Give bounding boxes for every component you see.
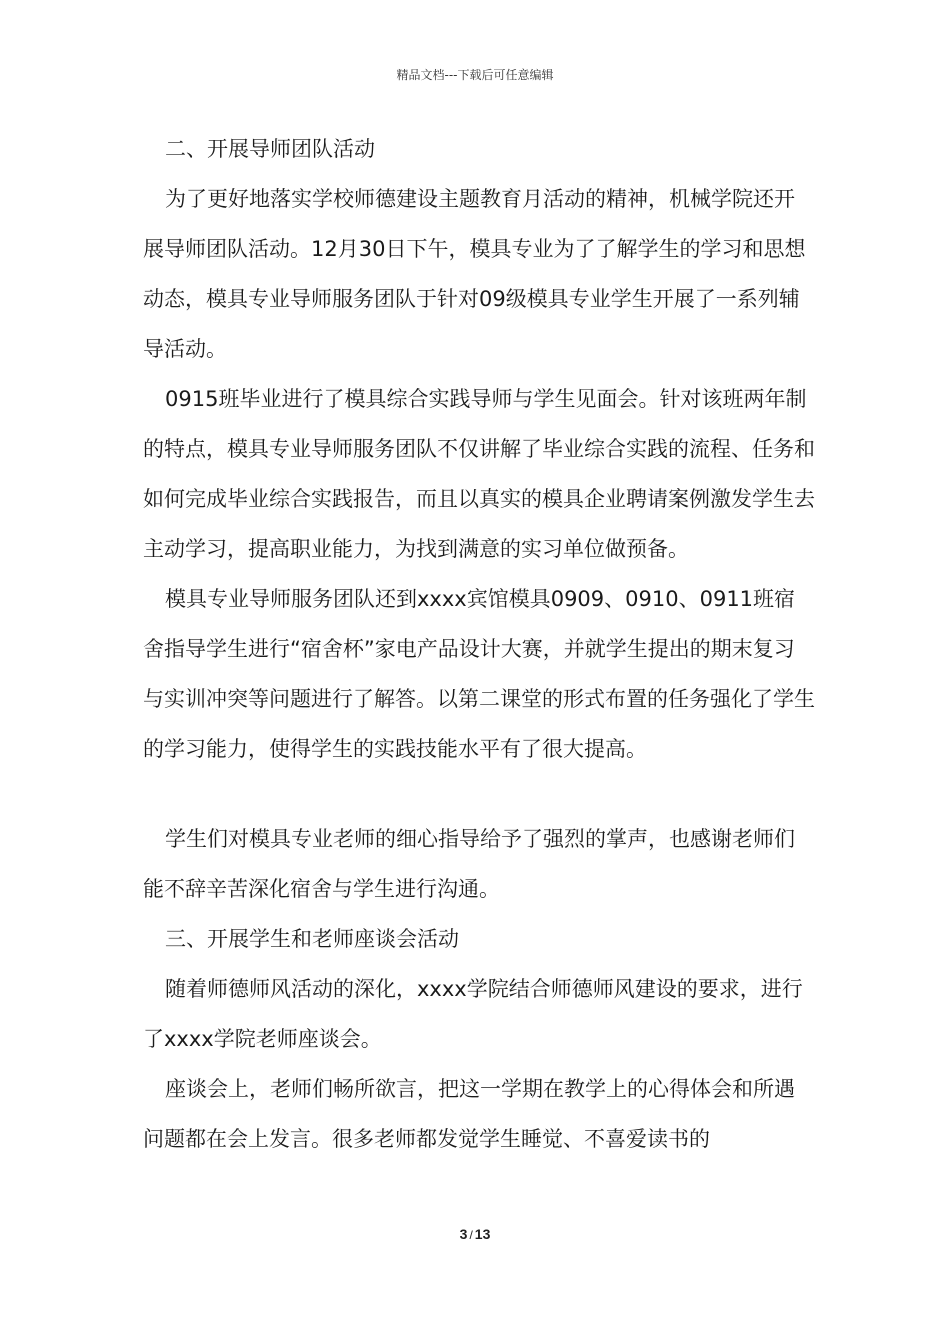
- document-body: [143, 124, 815, 1164]
- paragraph-2: 0915班毕业进行了模具综合实践导师与学生见面会。针对该班两年制的特点，模具专业导师服务团队不仅讲解了毕业综合实践的流程、任务和如何完成毕业综合实践报告，而且以真实的模具企业聘请案例激发学生去主动学习，提高职业能力，为找到满意的实习单位做预备。: [143, 387, 815, 561]
- paragraph-5: 随着师德师风活动的深化，xxxx学院结合师德师风建设的要求，进行了xxxx学院老师座谈会。: [143, 977, 803, 1051]
- paragraph-3: 模具专业导师服务团队还到xxxx宾馆模具0909、0910、0911班宿舍指导学生进行“宿舍杯”家电产品设计大赛，并就学生提出的期末复习与实训冲突等问题进行了解答。以第二课堂的形式布置的任务强化了学生的学习能力，使得学生的实践技能水平有了很大提高。: [143, 587, 815, 761]
- section-heading-2: 二、开展导师团队活动: [165, 137, 375, 161]
- current-page: 3: [459, 1226, 468, 1242]
- section-heading-3: 三、开展学生和老师座谈会活动: [165, 927, 459, 951]
- total-pages: 13: [474, 1226, 491, 1242]
- header-note: 精品文档---下载后可任意编辑: [396, 68, 554, 82]
- paragraph-6: 座谈会上，老师们畅所欲言，把这一学期在教学上的心得体会和所遇问题都在会上发言。很多老师都发觉学生睡觉、不喜爱读书的: [143, 1077, 795, 1151]
- paragraph-1: 为了更好地落实学校师德建设主题教育月活动的精神，机械学院还开展导师团队活动。12月30日下午，模具专业为了了解学生的学习和思想动态，模具专业导师服务团队于针对09级模具专业学生开展了一系列辅导活动。: [143, 187, 806, 361]
- page-separator: /: [469, 1228, 473, 1242]
- paragraph-4: 学生们对模具专业老师的细心指导给予了强烈的掌声，也感谢老师们能不辞辛苦深化宿舍与学生进行沟通。: [143, 827, 795, 901]
- page-number: [0, 1226, 950, 1242]
